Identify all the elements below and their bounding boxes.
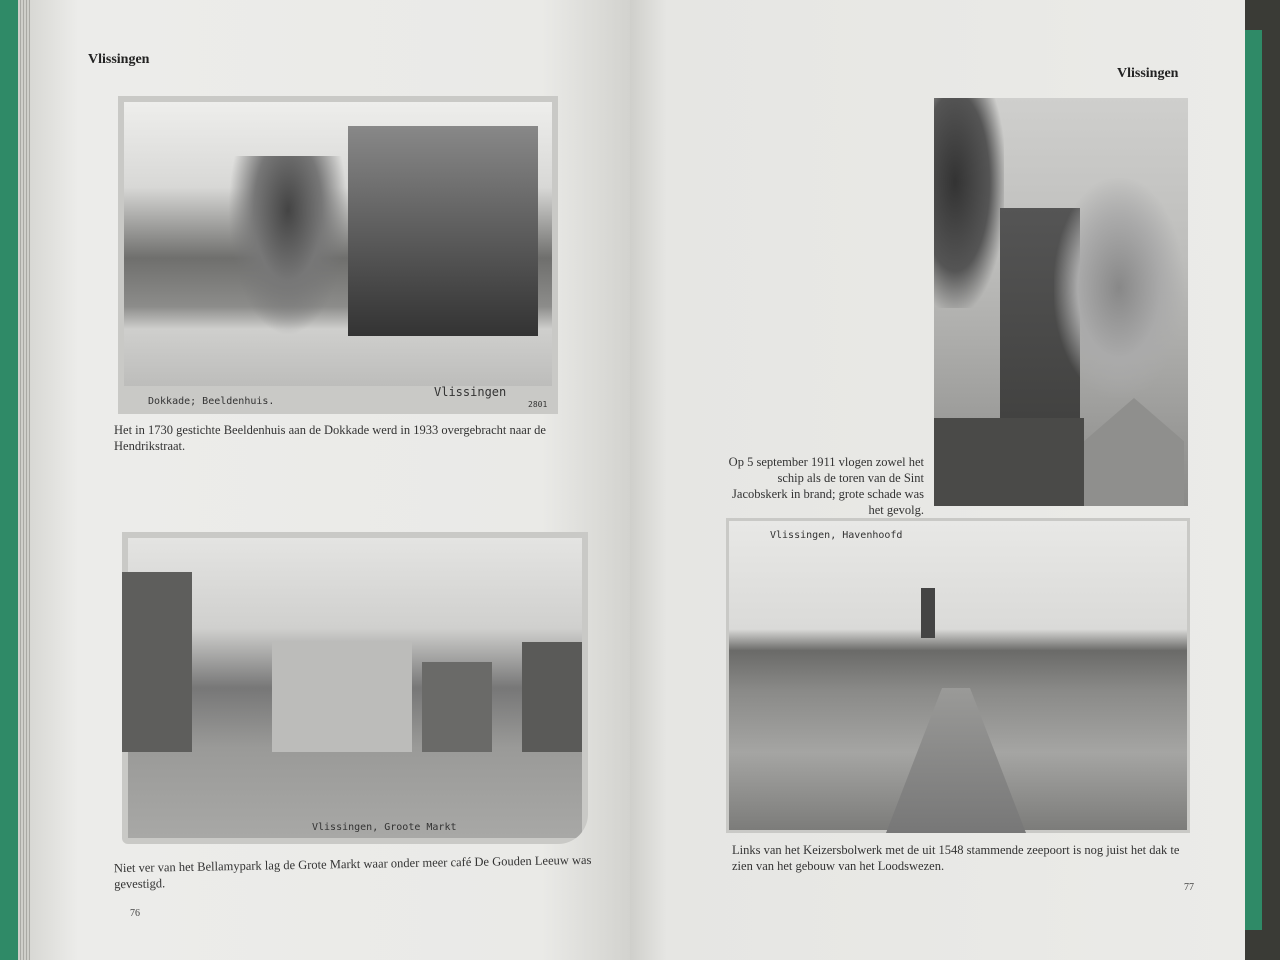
photo-caption: Op 5 september 1911 vlogen zowel het schip als de toren van de Sint Jacobskerk in brand; grote schade was het gevolg. xyxy=(728,455,924,517)
photo-number: 2801 xyxy=(528,400,548,409)
photo-groote-markt xyxy=(122,532,588,844)
page-number: 76 xyxy=(130,908,140,919)
left-page xyxy=(30,0,632,960)
photo-label: Vlissingen, Groote Markt xyxy=(312,822,457,833)
photo-havenhoofd xyxy=(726,518,1190,833)
photo-dokkade-beeldenhuis xyxy=(118,96,558,414)
page-number: 77 xyxy=(1184,882,1194,893)
right-page xyxy=(630,0,1245,960)
photo-label: Vlissingen, Havenhoofd xyxy=(770,530,903,541)
photo-caption: Niet ver van het Bellamypark lag de Grote Markt waar onder meer café De Gouden Leeuw was gevestigd. xyxy=(113,852,592,892)
page-header: Vlissingen xyxy=(1117,66,1179,81)
photo-label: Dokkade; Beeldenhuis. xyxy=(148,396,275,407)
page-header: Vlissingen xyxy=(88,52,150,67)
photo-label: Vlissingen xyxy=(434,385,507,399)
photo-caption: Het in 1730 gestichte Beeldenhuis aan de Dokkade werd in 1933 overgebracht naar de Hendrikstraat. xyxy=(114,423,546,453)
photo-caption: Links van het Keizersbolwerk met de uit 1548 stammende zeepoort is nog juist het dak te zien van het gebouw van het Loodswezen. xyxy=(732,843,1180,873)
photo-sint-jacobskerk-fire xyxy=(934,98,1188,506)
